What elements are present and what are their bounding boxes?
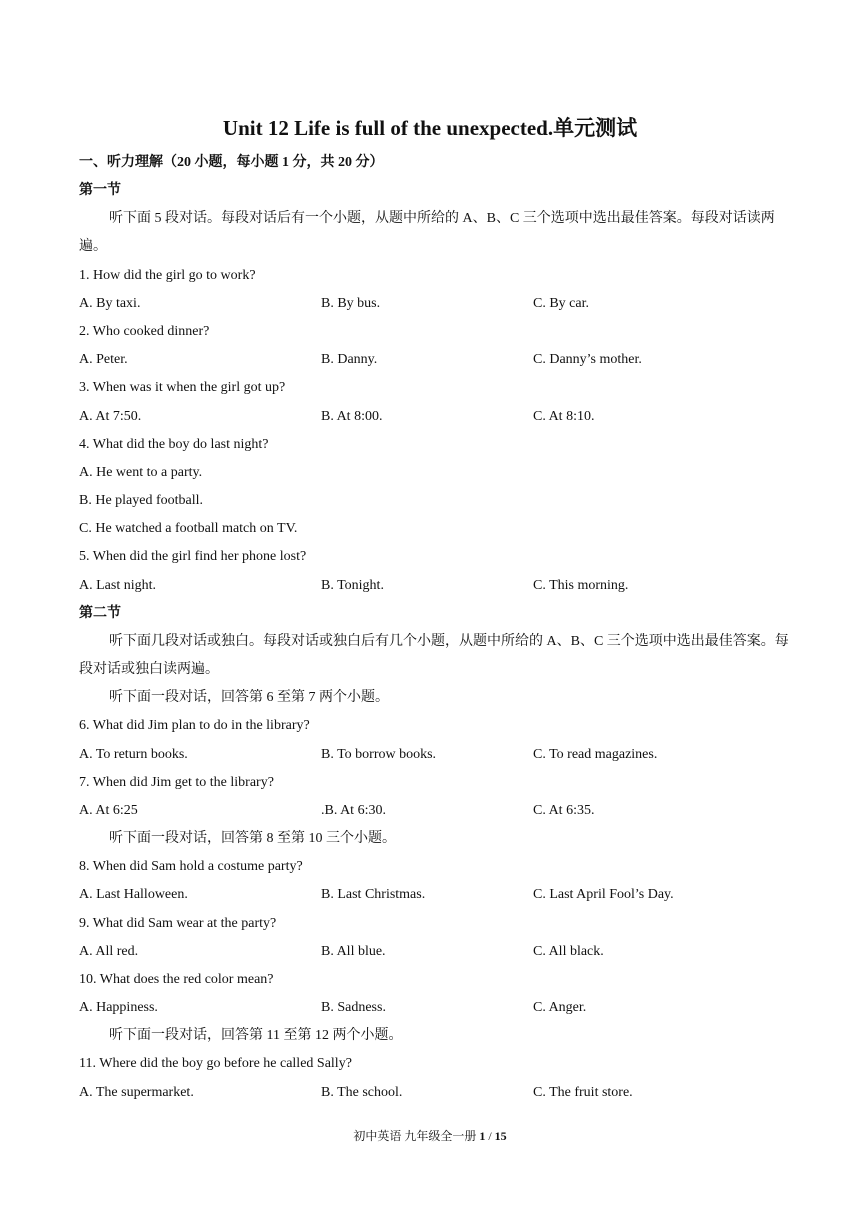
option-c: C. He watched a football match on TV. (79, 521, 298, 536)
option-b: B. The school. (321, 1085, 403, 1100)
option-b: B. Danny. (321, 352, 378, 367)
page-total: 15 (494, 1129, 507, 1143)
page-separator: / (485, 1129, 495, 1143)
footer-text: 初中英语 九年级全一册 (353, 1129, 477, 1143)
option-c: C. By car. (533, 296, 589, 311)
option-a: A. To return books. (79, 747, 188, 762)
question-stem-2: 2. Who cooked dinner? (79, 324, 210, 339)
option-b: B. Tonight. (321, 578, 384, 593)
option-a: A. He went to a party. (79, 465, 203, 480)
option-b: B. He played football. (79, 493, 204, 508)
option-b: B. By bus. (321, 296, 381, 311)
option-a: A. Last night. (79, 578, 156, 593)
options-row-2 (79, 346, 790, 374)
question-stem-1: 1. How did the girl go to work? (79, 268, 256, 283)
page-footer (0, 1127, 860, 1145)
option-b: B. To borrow books. (321, 747, 437, 762)
option-c: C. All black. (533, 944, 604, 959)
options-row-3 (79, 403, 790, 431)
question-stem-8: 8. When did Sam hold a costume party? (79, 859, 303, 874)
section-heading-listening: 一、听力理解（20 小题，每小题 1 分，共 20 分） (79, 155, 384, 170)
options-row-11 (79, 1079, 790, 1107)
options-row-7 (79, 797, 790, 825)
option-a: A. Last Halloween. (79, 887, 188, 902)
option-a: A. Happiness. (79, 1000, 158, 1015)
option-a: A. At 6:25 (79, 803, 138, 818)
option-b: B. All blue. (321, 944, 386, 959)
question-stem-4: 4. What did the boy do last night? (79, 437, 269, 452)
option-c: C. Anger. (533, 1000, 587, 1015)
option-a: A. Peter. (79, 352, 128, 367)
option-c: C. The fruit store. (533, 1085, 633, 1100)
options-row-6 (79, 741, 790, 769)
option-b: B. Sadness. (321, 1000, 386, 1015)
option-c: C. At 6:35. (533, 803, 595, 818)
option-b: B. At 8:00. (321, 409, 383, 424)
question-stem-11: 11. Where did the boy go before he called Sally? (79, 1056, 352, 1071)
option-a: A. The supermarket. (79, 1085, 194, 1100)
option-c: C. Danny’s mother. (533, 352, 642, 367)
question-stem-9: 9. What did Sam wear at the party? (79, 916, 277, 931)
question-stem-7: 7. When did Jim get to the library? (79, 775, 274, 790)
question-stem-10: 10. What does the red color mean? (79, 972, 274, 987)
option-a: A. At 7:50. (79, 409, 142, 424)
option-b: .B. At 6:30. (321, 803, 386, 818)
option-c: C. To read magazines. (533, 747, 658, 762)
option-c: C. At 8:10. (533, 409, 595, 424)
question-stem-5: 5. When did the girl find her phone lost? (79, 549, 307, 564)
part-label-2: 第二节 (79, 606, 121, 621)
option-c: C. Last April Fool’s Day. (533, 887, 674, 902)
dialog-note-11-12: 听下面一段对话，回答第 11 至第 12 两个小题。 (109, 1028, 403, 1043)
page-number: 1 (479, 1129, 486, 1143)
option-a: A. By taxi. (79, 296, 141, 311)
dialog-note-8-10: 听下面一段对话，回答第 8 至第 10 三个小题。 (109, 831, 396, 846)
part1-instructions: 听下面 5 段对话。每段对话后有一个小题，从题中所给的 A、B、C 三个选项中选出最佳答案。每段对话读两遍。 (79, 211, 775, 254)
question-stem-6: 6. What did Jim plan to do in the library? (79, 718, 310, 733)
option-c: C. This morning. (533, 578, 629, 593)
options-row-1 (79, 290, 790, 318)
options-row-9 (79, 938, 790, 966)
options-row-8 (79, 881, 790, 909)
options-row-5 (79, 572, 790, 600)
part-label-1: 第一节 (79, 183, 121, 198)
page-title: Unit 12 Life is full of the unexpected.单元测试 (222, 116, 638, 140)
options-row-10 (79, 994, 790, 1022)
part2-instructions: 听下面几段对话或独白。每段对话或独白后有几个小题，从题中所给的 A、B、C 三个选项中选出最佳答案。每段对话或独白读两遍。 (79, 634, 789, 677)
option-a: A. All red. (79, 944, 139, 959)
question-stem-3: 3. When was it when the girl got up? (79, 380, 286, 395)
dialog-note-6-7: 听下面一段对话，回答第 6 至第 7 两个小题。 (109, 690, 389, 705)
option-b: B. Last Christmas. (321, 887, 426, 902)
